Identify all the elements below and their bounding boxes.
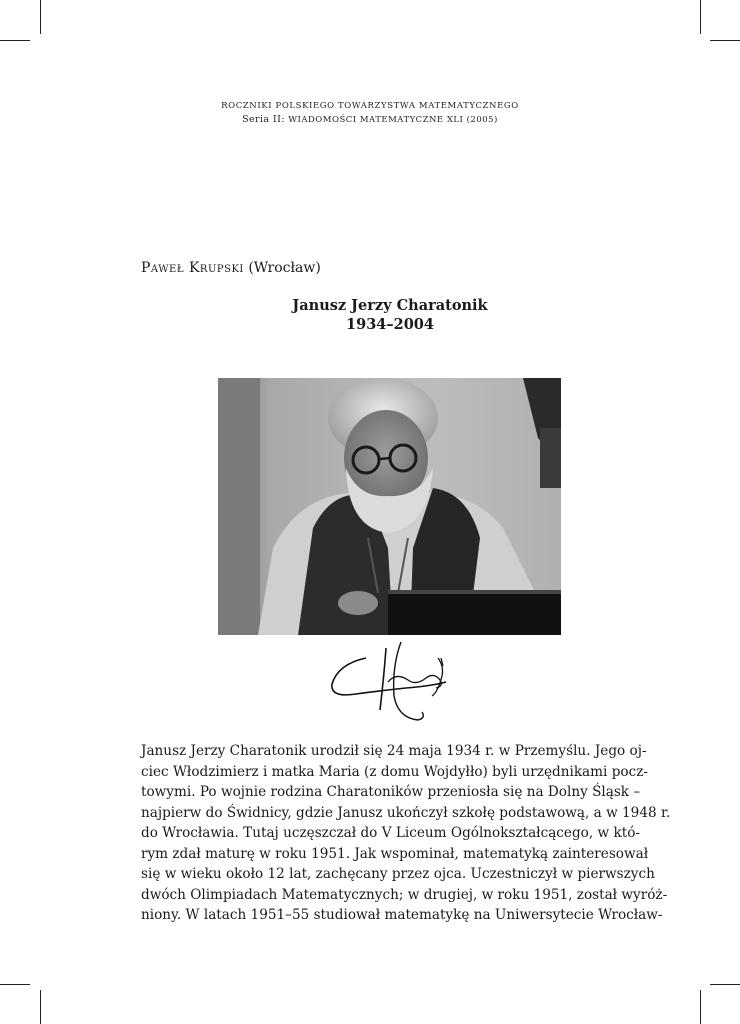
journal-title: ROCZNIKI POLSKIEGO TOWARZYSTWA MATEMATYCZNEGO xyxy=(221,101,519,111)
body-line: Janusz Jerzy Charatonik urodził się 24 maja 1934 r. w Przemyślu. Jego oj- xyxy=(141,743,647,759)
journal-header xyxy=(0,100,740,127)
body-line: dwóch Olimpiadach Matematycznych; w drugiej, w roku 1951, został wyróż- xyxy=(141,886,668,903)
crop-mark xyxy=(710,40,740,41)
crop-mark xyxy=(0,984,30,985)
title-name: Janusz Jerzy Charatonik xyxy=(292,297,488,314)
crop-mark xyxy=(710,984,740,985)
series-prefix: Seria II: xyxy=(242,114,285,125)
crop-mark xyxy=(700,990,701,1024)
portrait-photo-icon xyxy=(218,378,561,635)
portrait-photo-svg xyxy=(218,378,561,635)
crop-mark xyxy=(40,990,41,1024)
body-line: niony. W latach 1951–55 studiował matematykę na Uniwersytecie Wrocław- xyxy=(141,907,663,923)
crop-mark xyxy=(40,0,41,34)
signature-svg xyxy=(326,636,456,722)
body-line: do Wrocławia. Tutaj uczęszczał do V Liceum Ogólnokształcącego, w któ- xyxy=(141,825,640,841)
crop-mark xyxy=(700,0,701,34)
author-name: Paweł Krupski xyxy=(141,260,244,276)
author-line xyxy=(141,260,321,276)
body-line: rym zdał maturę w roku 1951. Jak wspominał, matematyką zainteresował xyxy=(141,845,649,862)
body-line: ciec Włodzimierz i matka Maria (z domu Wojdyłło) byli urzędnikami pocz- xyxy=(141,763,648,780)
body-line: towymi. Po wojnie rodzina Charatoników przeniosła się na Dolny Śląsk – xyxy=(141,784,641,800)
body-line: się w wieku około 12 lat, zachęcany przez ojca. Uczestniczył w pierwszych xyxy=(141,866,655,882)
handwritten-signature-icon xyxy=(326,636,456,722)
title-years: 1934–2004 xyxy=(346,316,434,333)
series-name: WIADOMOŚCI MATEMATYCZNE XLI (2005) xyxy=(288,115,498,125)
author-affiliation: (Wrocław) xyxy=(248,260,321,276)
crop-mark xyxy=(0,40,30,41)
article-body xyxy=(141,741,671,926)
article-title xyxy=(0,296,740,334)
body-line: najpierw do Świdnicy, gdzie Janusz ukończył szkołę podstawową, a w 1948 r. xyxy=(141,804,671,821)
journal-series xyxy=(0,113,740,127)
